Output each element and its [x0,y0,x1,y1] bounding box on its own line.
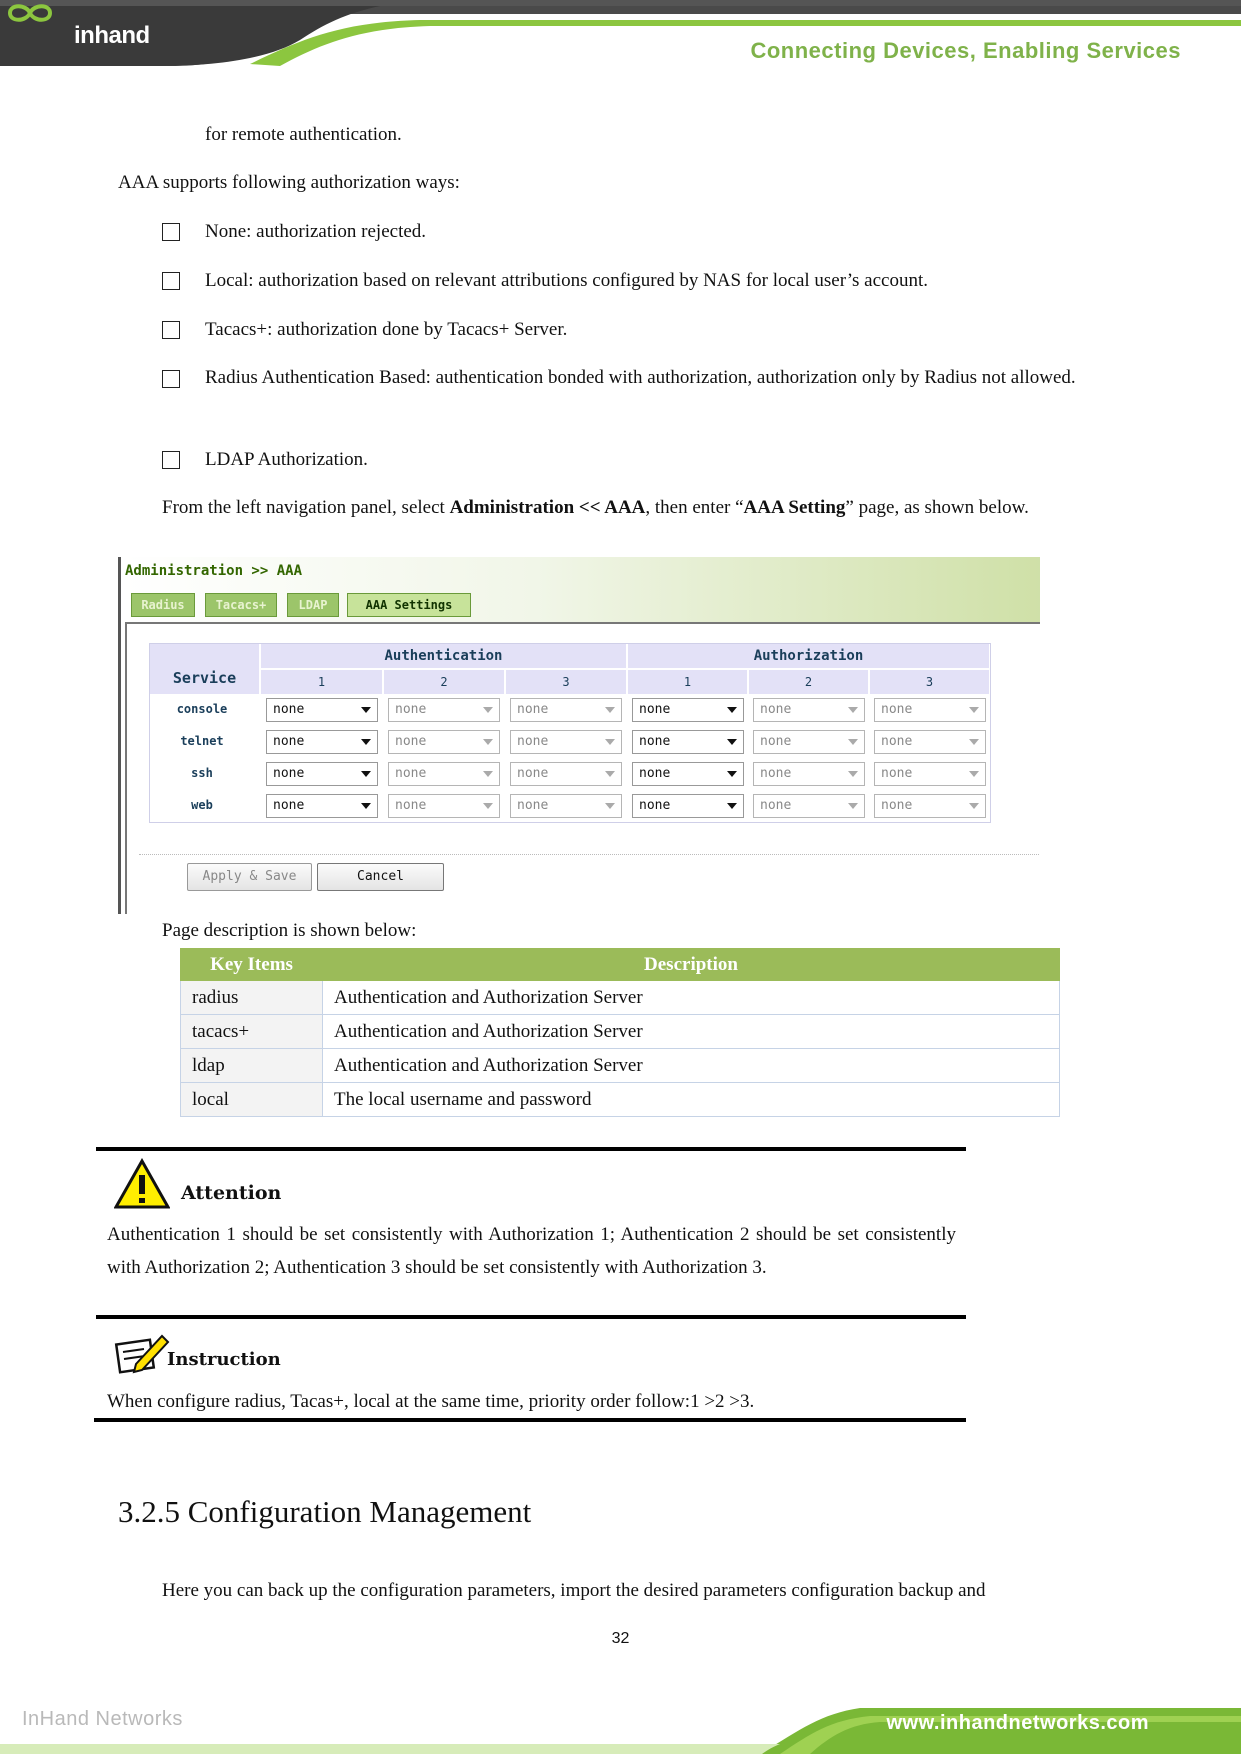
description-intro: Page description is shown below: [162,920,417,941]
ssh-authz-1-select[interactable]: none [632,762,744,786]
chevron-down-icon [969,771,979,777]
description-cell: Authentication and Authorization Server [323,981,1060,1015]
chevron-down-icon [969,707,979,713]
attention-label: Attention [181,1182,282,1204]
inhand-logo-icon [0,0,60,26]
key-cell: tacacs+ [181,1015,323,1049]
chevron-down-icon [605,803,615,809]
chevron-down-icon [483,707,493,713]
chevron-down-icon [361,707,371,713]
chevron-down-icon [605,739,615,745]
column-number: 1 [628,670,748,694]
chevron-down-icon [361,739,371,745]
chevron-down-icon [969,803,979,809]
instruction-bottom-rule [94,1418,966,1422]
service-ssh: ssh [191,766,213,780]
bullet-item: None: authorization rejected. [205,221,427,242]
column-number: 1 [261,670,383,694]
frame-line [125,622,127,914]
table-row [181,1083,1060,1117]
key-cell: radius [181,981,323,1015]
chevron-down-icon [848,803,858,809]
navigation-instruction: From the left navigation panel, select Administration << AAA, then enter “AAA Setting” page, as shown below. [162,497,1029,518]
bullet-item: Tacacs+: authorization done by Tacacs+ Server. [205,319,568,340]
chevron-down-icon [483,803,493,809]
console-auth-1-select[interactable]: none [266,698,378,722]
page-footer [0,1690,1241,1754]
chevron-down-icon [361,771,371,777]
chevron-down-icon [483,739,493,745]
web-auth-2-select[interactable]: none [388,794,500,818]
column-number: 2 [384,670,505,694]
instruction-label: Instruction [167,1349,281,1370]
web-authz-1-select[interactable]: none [632,794,744,818]
screenshot-title: Administration >> AAA [125,563,303,579]
description-cell: The local username and password [323,1083,1060,1117]
nav-page: AAA Setting [743,497,846,518]
telnet-auth-3-select[interactable]: none [510,730,622,754]
tab-tacacs[interactable]: Tacacs+ [205,593,277,617]
aaa-settings-table [149,643,991,823]
attention-top-rule [96,1147,966,1151]
chevron-down-icon [361,803,371,809]
chevron-down-icon [483,771,493,777]
telnet-authz-1-select[interactable]: none [632,730,744,754]
table-row [181,981,1060,1015]
bullet-item: LDAP Authorization. [205,449,368,470]
table-row [181,1015,1060,1049]
authorization-header: Authorization [628,644,990,669]
chevron-down-icon [727,803,737,809]
attention-text: Authentication 1 should be set consistently with Authorization 1; Authentication 2 should be set consistently with Authorization 2; Authentication 3 should be set consistently with Authorization 3. [107,1224,956,1278]
description-table [180,948,1060,1117]
bullet-item: Radius Authentication Based: authentication bonded with authorization, authorization only by Radius not allowed. [205,367,1076,388]
bullet-item: Local: authorization based on relevant attributions configured by NAS for local user’s account. [205,270,929,291]
telnet-authz-2-select[interactable]: none [753,730,865,754]
footer-website[interactable]: www.inhandnetworks.com [886,1712,1149,1734]
bullet-box [162,272,180,290]
chevron-down-icon [605,771,615,777]
tab-aaa-settings[interactable]: AAA Settings [347,593,471,617]
chevron-down-icon [727,771,737,777]
console-auth-2-select[interactable]: none [388,698,500,722]
table-header-description: Description [323,949,1060,981]
telnet-authz-3-select[interactable]: none [874,730,986,754]
column-number: 3 [870,670,990,694]
chevron-down-icon [848,707,858,713]
chevron-down-icon [969,739,979,745]
description-cell: Authentication and Authorization Server [323,1015,1060,1049]
apply-save-button[interactable]: Apply & Save [187,863,312,891]
bullet-box [162,451,180,469]
key-cell: ldap [181,1049,323,1083]
attention-bottom-rule [96,1315,966,1319]
telnet-auth-2-select[interactable]: none [388,730,500,754]
ssh-auth-2-select[interactable]: none [388,762,500,786]
table-header-key: Key Items [181,949,323,981]
chevron-down-icon [848,739,858,745]
description-cell: Authentication and Authorization Server [323,1049,1060,1083]
web-auth-1-select[interactable]: none [266,794,378,818]
service-web: web [191,798,213,812]
page-number: 32 [611,1630,630,1647]
section-heading: 3.2.5 Configuration Management [118,1494,532,1529]
ssh-auth-1-select[interactable]: none [266,762,378,786]
nav-path: Administration << AAA [449,497,646,518]
tab-ldap[interactable]: LDAP [287,593,339,617]
continued-line: for remote authentication. [205,124,402,145]
logo-text: inhand [74,22,150,49]
console-auth-3-select[interactable]: none [510,698,622,722]
key-cell: local [181,1083,323,1117]
instruction-text: When configure radius, Tacas+, local at the same time, priority order follow:1 >2 >3. [107,1391,755,1412]
footer-company: InHand Networks [22,1708,183,1730]
chevron-down-icon [848,771,858,777]
web-authz-2-select[interactable]: none [753,794,865,818]
aaa-settings-screenshot [118,557,1040,914]
bullet-box [162,321,180,339]
console-authz-3-select[interactable]: none [874,698,986,722]
bullet-box [162,370,180,388]
service-console: console [176,702,228,716]
console-authz-2-select[interactable]: none [753,698,865,722]
web-auth-3-select[interactable]: none [510,794,622,818]
warning-icon [114,1158,170,1210]
service-telnet: telnet [180,734,224,748]
column-number: 2 [749,670,869,694]
authorization-intro: AAA supports following authorization ways: [118,172,460,193]
page-header [0,0,1241,70]
chevron-down-icon [605,707,615,713]
console-authz-1-select[interactable]: none [632,698,744,722]
bullet-box [162,223,180,241]
telnet-auth-1-select[interactable]: none [266,730,378,754]
ssh-authz-2-select[interactable]: none [753,762,865,786]
ssh-authz-3-select[interactable]: none [874,762,986,786]
authentication-header: Authentication [261,644,627,669]
divider [139,854,1040,855]
column-number: 3 [506,670,627,694]
service-header: Service [150,644,260,694]
tab-radius[interactable]: Radius [131,593,195,617]
pencil-note-icon [114,1330,170,1376]
header-slogan: Connecting Devices, Enabling Services [750,38,1181,63]
ssh-auth-3-select[interactable]: none [510,762,622,786]
chevron-down-icon [727,707,737,713]
section-text: Here you can back up the configuration parameters, import the desired parameters configuration backup and [162,1580,986,1601]
web-authz-3-select[interactable]: none [874,794,986,818]
frame-line [125,622,1040,624]
chevron-down-icon [727,739,737,745]
table-row [181,1049,1060,1083]
cancel-button[interactable]: Cancel [317,863,444,891]
